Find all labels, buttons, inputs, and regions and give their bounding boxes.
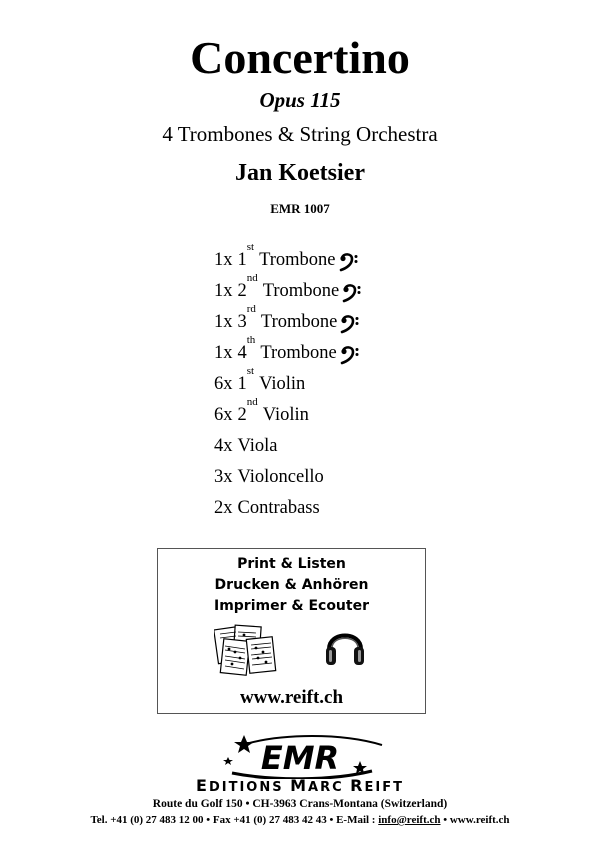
part-item xyxy=(214,465,362,496)
part-item: 1x 1 $^{st}$ Trombone xyxy=(214,248,362,279)
part-instrument: Trombone xyxy=(262,281,340,301)
part-number: 1 xyxy=(237,250,247,270)
part-instrument: Contrabass xyxy=(237,498,320,518)
catalog-number: EMR 1007 xyxy=(270,201,330,216)
publisher-contact xyxy=(0,813,600,827)
part-item: 1x 2 $^{nd}$ Trombone xyxy=(214,279,362,310)
title: Concertino xyxy=(190,32,410,83)
publisher-name-part: EIFT xyxy=(364,780,404,795)
part-instrument: Trombone xyxy=(260,312,338,332)
bass-clef-icon xyxy=(340,314,360,341)
bass-clef-icon xyxy=(339,252,359,279)
publisher-name xyxy=(0,778,600,796)
logo-text: EMR xyxy=(260,739,340,777)
parts-list xyxy=(214,241,362,527)
instrumentation: 4 Trombones & String Orchestra xyxy=(162,122,438,146)
part-item: 6x 2 $^{nd}$ Violin xyxy=(214,396,309,425)
print-listen-box xyxy=(157,548,426,714)
part-count: 3x xyxy=(214,467,233,487)
bass-clef-icon xyxy=(342,283,362,310)
composer-name: Jan Koetsier xyxy=(235,160,365,186)
publisher-name-part: E xyxy=(196,776,209,795)
headphones-icon xyxy=(323,621,367,669)
part-instrument: Trombone xyxy=(259,250,336,270)
part-number: 2 xyxy=(237,281,247,301)
part-instrument: Violoncello xyxy=(237,467,324,487)
publisher-name-part: DITIONS xyxy=(208,780,291,795)
promo-line-german: Drucken & Anhören xyxy=(214,577,369,593)
contact-website[interactable]: • www.reift.ch xyxy=(440,814,510,826)
part-count: 6x xyxy=(214,374,233,394)
publisher-name-part: M xyxy=(290,776,309,795)
part-item xyxy=(214,434,362,465)
part-item xyxy=(214,496,362,527)
part-instrument: Violin xyxy=(259,374,306,394)
promo-line-french: Imprimer & Ecouter xyxy=(213,598,369,614)
promo-line-english: Print & Listen xyxy=(237,556,346,572)
part-instrument: Trombone xyxy=(260,343,337,363)
part-number: 4 xyxy=(237,343,247,363)
part-count: 1x xyxy=(214,281,233,301)
part-instrument: Violin xyxy=(262,405,309,425)
opus-number: Opus 115 xyxy=(259,88,341,112)
part-item: 1x 4 $^{th}$ Trombone xyxy=(214,341,362,372)
part-count: 1x xyxy=(214,343,233,363)
bass-clef-icon xyxy=(340,345,360,372)
promo-website[interactable]: www.reift.ch xyxy=(239,687,344,708)
part-count: 1x xyxy=(214,250,233,270)
part-count: 2x xyxy=(214,498,233,518)
part-item: 1x 3 $^{rd}$ Trombone xyxy=(214,310,362,341)
part-number: 1 xyxy=(237,374,247,394)
publisher-name-part: ARC xyxy=(308,780,351,795)
part-count: 1x xyxy=(214,312,233,332)
email-link[interactable]: info@reift.ch xyxy=(378,814,441,826)
emr-logo xyxy=(202,733,398,779)
sheet-music-icon xyxy=(214,622,280,678)
part-instrument: Viola xyxy=(237,436,278,456)
part-count: 4x xyxy=(214,436,233,456)
publisher-address: Route du Golf 150 • CH-3963 Crans-Montana (Switzerland) xyxy=(152,798,448,810)
part-item: 6x 1 $^{st}$ Violin xyxy=(214,365,306,394)
contact-phone-fax: Tel. +41 (0) 27 483 12 00 • Fax +41 (0) 27 483 42 43 • E-Mail : xyxy=(90,814,379,826)
publisher-name-part: R xyxy=(350,776,365,795)
part-number: 3 xyxy=(237,312,247,332)
part-number: 2 xyxy=(237,405,247,425)
part-count: 6x xyxy=(214,405,233,425)
